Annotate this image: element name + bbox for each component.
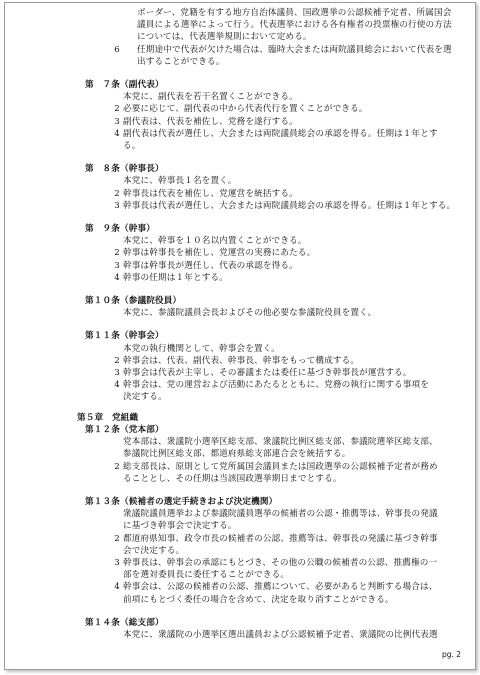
clause-item (81, 103, 421, 115)
article-intro: 党本部は、衆議院小選挙区総支部、衆議院比例区総支部、参議院選挙区総支部、 (123, 437, 438, 448)
clause-number: 3 (114, 116, 120, 127)
clause-number: 3 (114, 368, 120, 379)
article-intro: 本党に、幹事長１名を置く。 (123, 176, 237, 187)
clause-number: 3 (114, 557, 120, 568)
clause-item (81, 355, 421, 367)
clause-text: 都道府県知事、政令市長の候補者の公認、推薦等は、幹事長の発議に基づき幹事 (123, 533, 438, 544)
article-intro: 衆議院議員選挙および参議院議員選挙の候補者の公認・推薦等は、幹事長の発議 (123, 509, 438, 520)
article-intro: 参議院比例区総支部、都道府県総支部連合会を統括する。 (123, 449, 351, 460)
article-6-continuation (81, 7, 452, 68)
clause-text: 幹事会は代表が主宰し、その審議または委任に基づき幹事長が運営する。 (123, 368, 412, 379)
clause-item (81, 260, 421, 272)
clause-number: 2 (114, 533, 120, 544)
clause-text: 幹事は幹事長が選任し、代表の承認を得る。 (123, 260, 298, 271)
clause-text: 副代表は、代表を補佐し、党務を遂行する。 (123, 116, 298, 127)
article-10 (81, 295, 421, 319)
clause-text: る。 (123, 141, 141, 152)
article-14 (81, 617, 438, 641)
article-intro: に基づき幹事会で決定する。 (123, 521, 237, 532)
text-line: については、代表選挙規則において定める。 (137, 32, 312, 43)
clause-text: 決定する。 (123, 392, 167, 403)
clause-text: 幹事会は、公認の候補者の公認、推薦について、必要があると判断する場合は、 (123, 582, 438, 593)
clause-text: 幹事会は、代表、副代表、幹事長、幹事をもって構成する。 (123, 355, 360, 366)
clause-text: 幹事の任期は１年とする。 (123, 272, 228, 283)
clause-number: 2 (114, 104, 120, 115)
clause-text: 任期途中で代表が欠けた場合は、臨時大会または両院議員総会において代表を選 (137, 44, 452, 55)
article-heading: 第１２条（党本部） (85, 424, 164, 435)
clause-text: ることとし、その任期は当該国政選挙期日までとする。 (123, 473, 342, 484)
clause-item (81, 367, 421, 379)
clause-text: 幹事長は、幹事会の承認にもとづき、その他の公職の候補者の公認、推薦権の一 (123, 557, 438, 568)
clause-number: 2 (114, 461, 120, 472)
article-heading: 第１１条（幹事会） (85, 331, 164, 342)
article-heading: 第 ９条（幹事） (85, 224, 155, 235)
clause-text: 幹事は幹事長を補佐し、党運営の実務にあたる。 (123, 248, 316, 259)
clause-item (81, 581, 438, 605)
clause-number: 2 (114, 188, 120, 199)
document-page (4, 2, 476, 670)
clause-text: 幹事会は、党の運営および活動にあたるとともに、党務の執行に関する事項を (123, 380, 430, 391)
article-11 (81, 330, 430, 403)
clause-text: 副代表は代表が選任し、大会または両院議員総会の承認を得る。任期は１年とす (123, 128, 438, 139)
clause-number: 4 (114, 128, 120, 139)
clause-item (81, 116, 421, 128)
article-intro: 本党に、幹事を１０名以内置くことができる。 (123, 236, 307, 247)
article-heading: 第 ７条（副代表） (85, 80, 164, 91)
clause-number: 3 (114, 260, 120, 271)
article-intro: 本党の執行機関として、幹事会を置く。 (123, 343, 281, 354)
clause-item (81, 533, 438, 557)
clause-number: 2 (114, 248, 120, 259)
clause-text: 幹事長は代表が選任し、大会または両院議員総会の承認を得る。任期は１年とする。 (123, 200, 456, 211)
clause-number: 6 (114, 44, 120, 55)
text-line: 議員による選挙によって行う。代表選挙における各有権者の投票権の行使の方法 (137, 20, 452, 31)
page-number: pg. 2 (441, 650, 461, 659)
document-body (77, 7, 456, 641)
clause-text: 総支部長は、原則として党所属国会議員または国政選挙の公認候補予定者が務め (123, 461, 438, 472)
article-intro: 本党に、副代表を若干名置くことができる。 (123, 92, 298, 103)
article-intro: 本党に、参議院議員会長およびその他必要な参議院役員を置く。 (123, 308, 377, 319)
article-heading: 第１４条（総支部） (85, 617, 164, 628)
article-heading: 第 ８条（幹事長） (85, 164, 164, 175)
clause-number: 4 (114, 380, 120, 391)
article-12 (81, 424, 438, 485)
article-intro: 本党に、衆議院の小選挙区選出議員および公認候補予定者、衆議院の比例代表選 (123, 629, 438, 640)
clause-item (81, 188, 421, 200)
clause-text: 幹事長は代表を補佐し、党運営を統括する。 (123, 188, 298, 199)
clause-item (81, 461, 438, 485)
chapter-heading: 第５章 党組織 (77, 412, 139, 423)
article-heading: 第１０条（参議院役員） (85, 296, 182, 307)
article-9 (81, 223, 421, 284)
clause-item (81, 247, 421, 259)
article-8 (81, 163, 456, 212)
clause-item (81, 379, 430, 403)
clause-item (81, 44, 452, 68)
article-13 (81, 496, 438, 606)
clause-number: 4 (114, 272, 120, 283)
clause-item (81, 128, 438, 152)
clause-text: 部を選対委員長に委任することができる。 (123, 570, 290, 581)
article-heading: 第１３条（候補者の選定手続きおよび決定機関） (85, 496, 278, 507)
clause-text: 前項にもとづく委任の場合を含めて、決定を取り消すことができる。 (123, 594, 394, 605)
text-line: ボーダー、党籍を有する地方自治体議員、国政選挙の公認候補予定者、所属国会 (137, 8, 452, 18)
clause-text: 出することができる。 (137, 56, 225, 67)
clause-number: 4 (114, 582, 120, 593)
clause-text: 会で決定する。 (123, 545, 185, 556)
clause-item (81, 200, 456, 212)
article-7 (81, 79, 438, 152)
clause-number: 3 (114, 200, 120, 211)
clause-item (81, 557, 438, 581)
clause-text: 必要に応じて、副代表の中から代表代行を置くことができる。 (123, 104, 368, 115)
clause-item (81, 272, 421, 284)
clause-number: 2 (114, 355, 120, 366)
